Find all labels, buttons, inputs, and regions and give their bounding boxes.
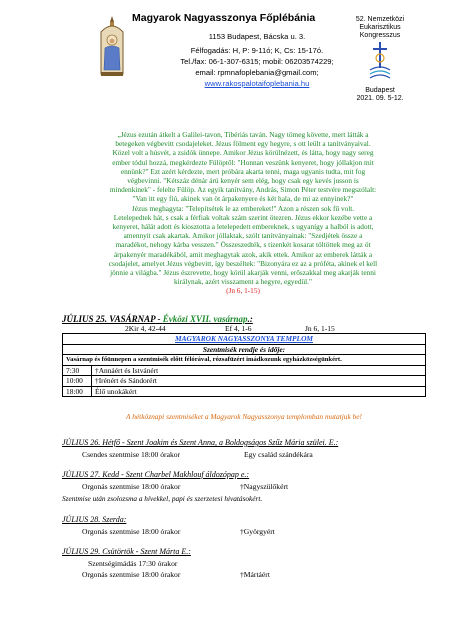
gospel-line: kenyeret, hálát adott és kiosztotta a letelepedett embereknek, s ugyanígy a halból is adott,	[112, 222, 374, 232]
gospel-line: királynak, azért visszament a hegyre, egyedül."	[174, 277, 312, 287]
gospel-line: ennünk?" Ezt azért kérdezte, mert próbára akarta tenni, maga ugyanis tudta, mit fog	[120, 166, 366, 176]
gospel-line: Jézus meghagyta: "Telepítsétek le az embereket!" Azon a részen sok fű volt.	[131, 203, 355, 213]
gospel-line: árpakenyér maradékából, amit meghagytak azok, akik ettek. Amikor az emberek látták a	[113, 249, 373, 259]
eucharistic-congress-logo-icon	[368, 40, 392, 82]
gospel-line: csodajelet, amelyet Jézus végbevitt, így beszéltek: "Bizonyára ez az a próféta, akinek el kell	[108, 258, 378, 268]
sunday-feast: Évközi XVII. vasárnap	[162, 314, 248, 324]
tuesday-note: Szentmise után zsolozsma a hívekkel, papi és szerzetesi hivatásokért.	[62, 494, 263, 503]
parish-title: Magyarok Nagyasszonya Főplébánia	[132, 12, 316, 24]
reading-first: 2Kir 4, 42-44	[125, 324, 166, 333]
church-logo-icon	[93, 14, 131, 78]
wednesday-intention: †Györgyért	[240, 527, 275, 536]
sunday-dash: -	[155, 314, 163, 324]
monday-mass: Csendes szentmise 18:00 órakor	[82, 450, 181, 459]
congress-line1: 52. Nemzetközi	[355, 16, 405, 23]
table-row	[63, 376, 426, 387]
parish-phone: Tel./fax: 06-1-307-6315; mobil: 06203574229;	[180, 57, 334, 66]
day-heading-thursday: JÚLIUS 29. Csütörtök - Szent Márta E.:	[62, 547, 191, 556]
gospel-line: Közel volt a húsvét, a zsidók ünnepe. Amikor Jézus körülnézett, és látta, hogy nagy sereg	[112, 148, 374, 158]
thursday-intention: †Mártáért	[240, 570, 270, 579]
day-heading-wednesday: JÚLIUS 28. Szerda:	[62, 515, 127, 524]
schedule-order-title: Szentmisék rendje és idője:	[63, 344, 426, 355]
table-row	[63, 386, 426, 397]
mass-intention: Élő unokákért	[92, 386, 426, 397]
sunday-colon: .:	[247, 314, 253, 324]
reading-gospel: Jn 6, 1-15	[305, 324, 335, 333]
sunday-date: JÚLIUS 25. VASÁRNAP	[62, 314, 156, 324]
congress-city: Budapest	[365, 87, 395, 94]
gospel-text	[62, 130, 424, 296]
mass-intention: †Irénért és Sándorért	[92, 376, 426, 387]
office-hours: Félfogadás: H, P: 9-11ó; K, Cs: 15-17ó.	[190, 46, 324, 55]
day-heading-monday: JÚLIUS 26. Hétfő - Szent Joakim és Szent Anna, a Boldogságos Szűz Mária szülei. E.:	[62, 438, 339, 447]
mass-time: 7:30	[63, 365, 92, 376]
mass-time: 18:00	[63, 386, 92, 397]
gospel-line: ember tódul hozzá, megkérdezte Fülöptől: "Honnan veszünk kenyeret, hogy jóllakjon mit	[112, 157, 374, 167]
day-heading-tuesday: JÚLIUS 27. Kedd - Szent Charbel Makhlouf áldozópap e.:	[62, 470, 250, 479]
gospel-line: jönnie a világba." Jézus észrevette, hogy körül akarják venni, erőszakkal meg akarják tenni	[110, 268, 376, 278]
mass-time: 10:00	[63, 376, 92, 387]
church-name: MAGYAROK NAGYASSZONYA TEMPLOM	[63, 334, 426, 345]
tuesday-mass: Orgonás szentmise 18:00 órakor	[82, 482, 181, 491]
thursday-adoration: Szentségimádás 17:30 órakor	[88, 559, 178, 568]
sunday-heading	[62, 314, 253, 324]
parish-website-link[interactable]: www.rakospalotaifoplebania.hu	[204, 79, 310, 88]
mass-intention: †Annáért és Istvánért	[92, 365, 426, 376]
gospel-line: maradékot, nehogy kárba vesszen." Összeszedték, s tizenkét kosarat töltöttek meg az öt	[115, 240, 371, 250]
congress-dates: 2021. 09. 5-12.	[356, 95, 404, 102]
gospel-line: mindenkinek" - felelte Fülöp. Az egyik tanítvány, András, Simon Péter testvére megszólalt:	[109, 185, 377, 195]
table-row	[63, 365, 426, 376]
wednesday-mass: Orgonás szentmise 18:00 órakor	[82, 527, 181, 536]
monday-intention: Egy család szándékára	[244, 450, 313, 459]
rosary-note: Vasárnap és főünnepen a szentmisék előtt félórával, rózsafüzért imádkozunk egyházközségünkért.	[63, 355, 426, 366]
reading-second: Ef 4, 1-6	[225, 324, 252, 333]
tuesday-intention: †Nagyszülőkért	[240, 482, 289, 491]
thursday-mass: Orgonás szentmise 18:00 órakor	[82, 570, 181, 579]
gospel-line: Letelepedtek hát, s csak a férfiak voltak szám szerint ötezren. Jézus ekkor kezébe vette a	[113, 212, 373, 222]
mass-schedule-table	[62, 333, 426, 397]
gospel-line: „Jézus ezután átkelt a Galilei-tavon, Tibériás taván. Nagy tömeg követte, mert látták a	[117, 130, 369, 139]
congress-line2: Eukarisztikus	[359, 24, 401, 31]
gospel-line: amennyit csak akartak. Amikor jóllaktak, szólt tanítványainak: "Szedjétek össze a	[123, 231, 363, 241]
parish-address: 1153 Budapest, Bácska u. 3.	[208, 32, 306, 41]
weekday-notice: A hétköznapi szentmiséket a Magyarok Nagyasszonya templomban mutatjuk be!	[125, 412, 363, 421]
gospel-line: végbevinni. "Kétszáz dénár árú kenyér sem elég, hogy csak egy kevés jusson is	[127, 176, 359, 186]
gospel-line: "Van itt egy fiú, akinek van öt árpakenyere és két hala, de mi az ennyinek?"	[132, 194, 354, 204]
gospel-line: betegeken végbevitt csodajeleket. Jézus fölment egy hegyre, s ott leült a tanítványaival.	[115, 139, 371, 149]
gospel-reference: (Jn 6, 1-15)	[226, 286, 260, 296]
congress-line3: Kongresszus	[359, 32, 401, 39]
parish-email: email: rpmnafoplebania@gmail.com;	[195, 68, 319, 77]
